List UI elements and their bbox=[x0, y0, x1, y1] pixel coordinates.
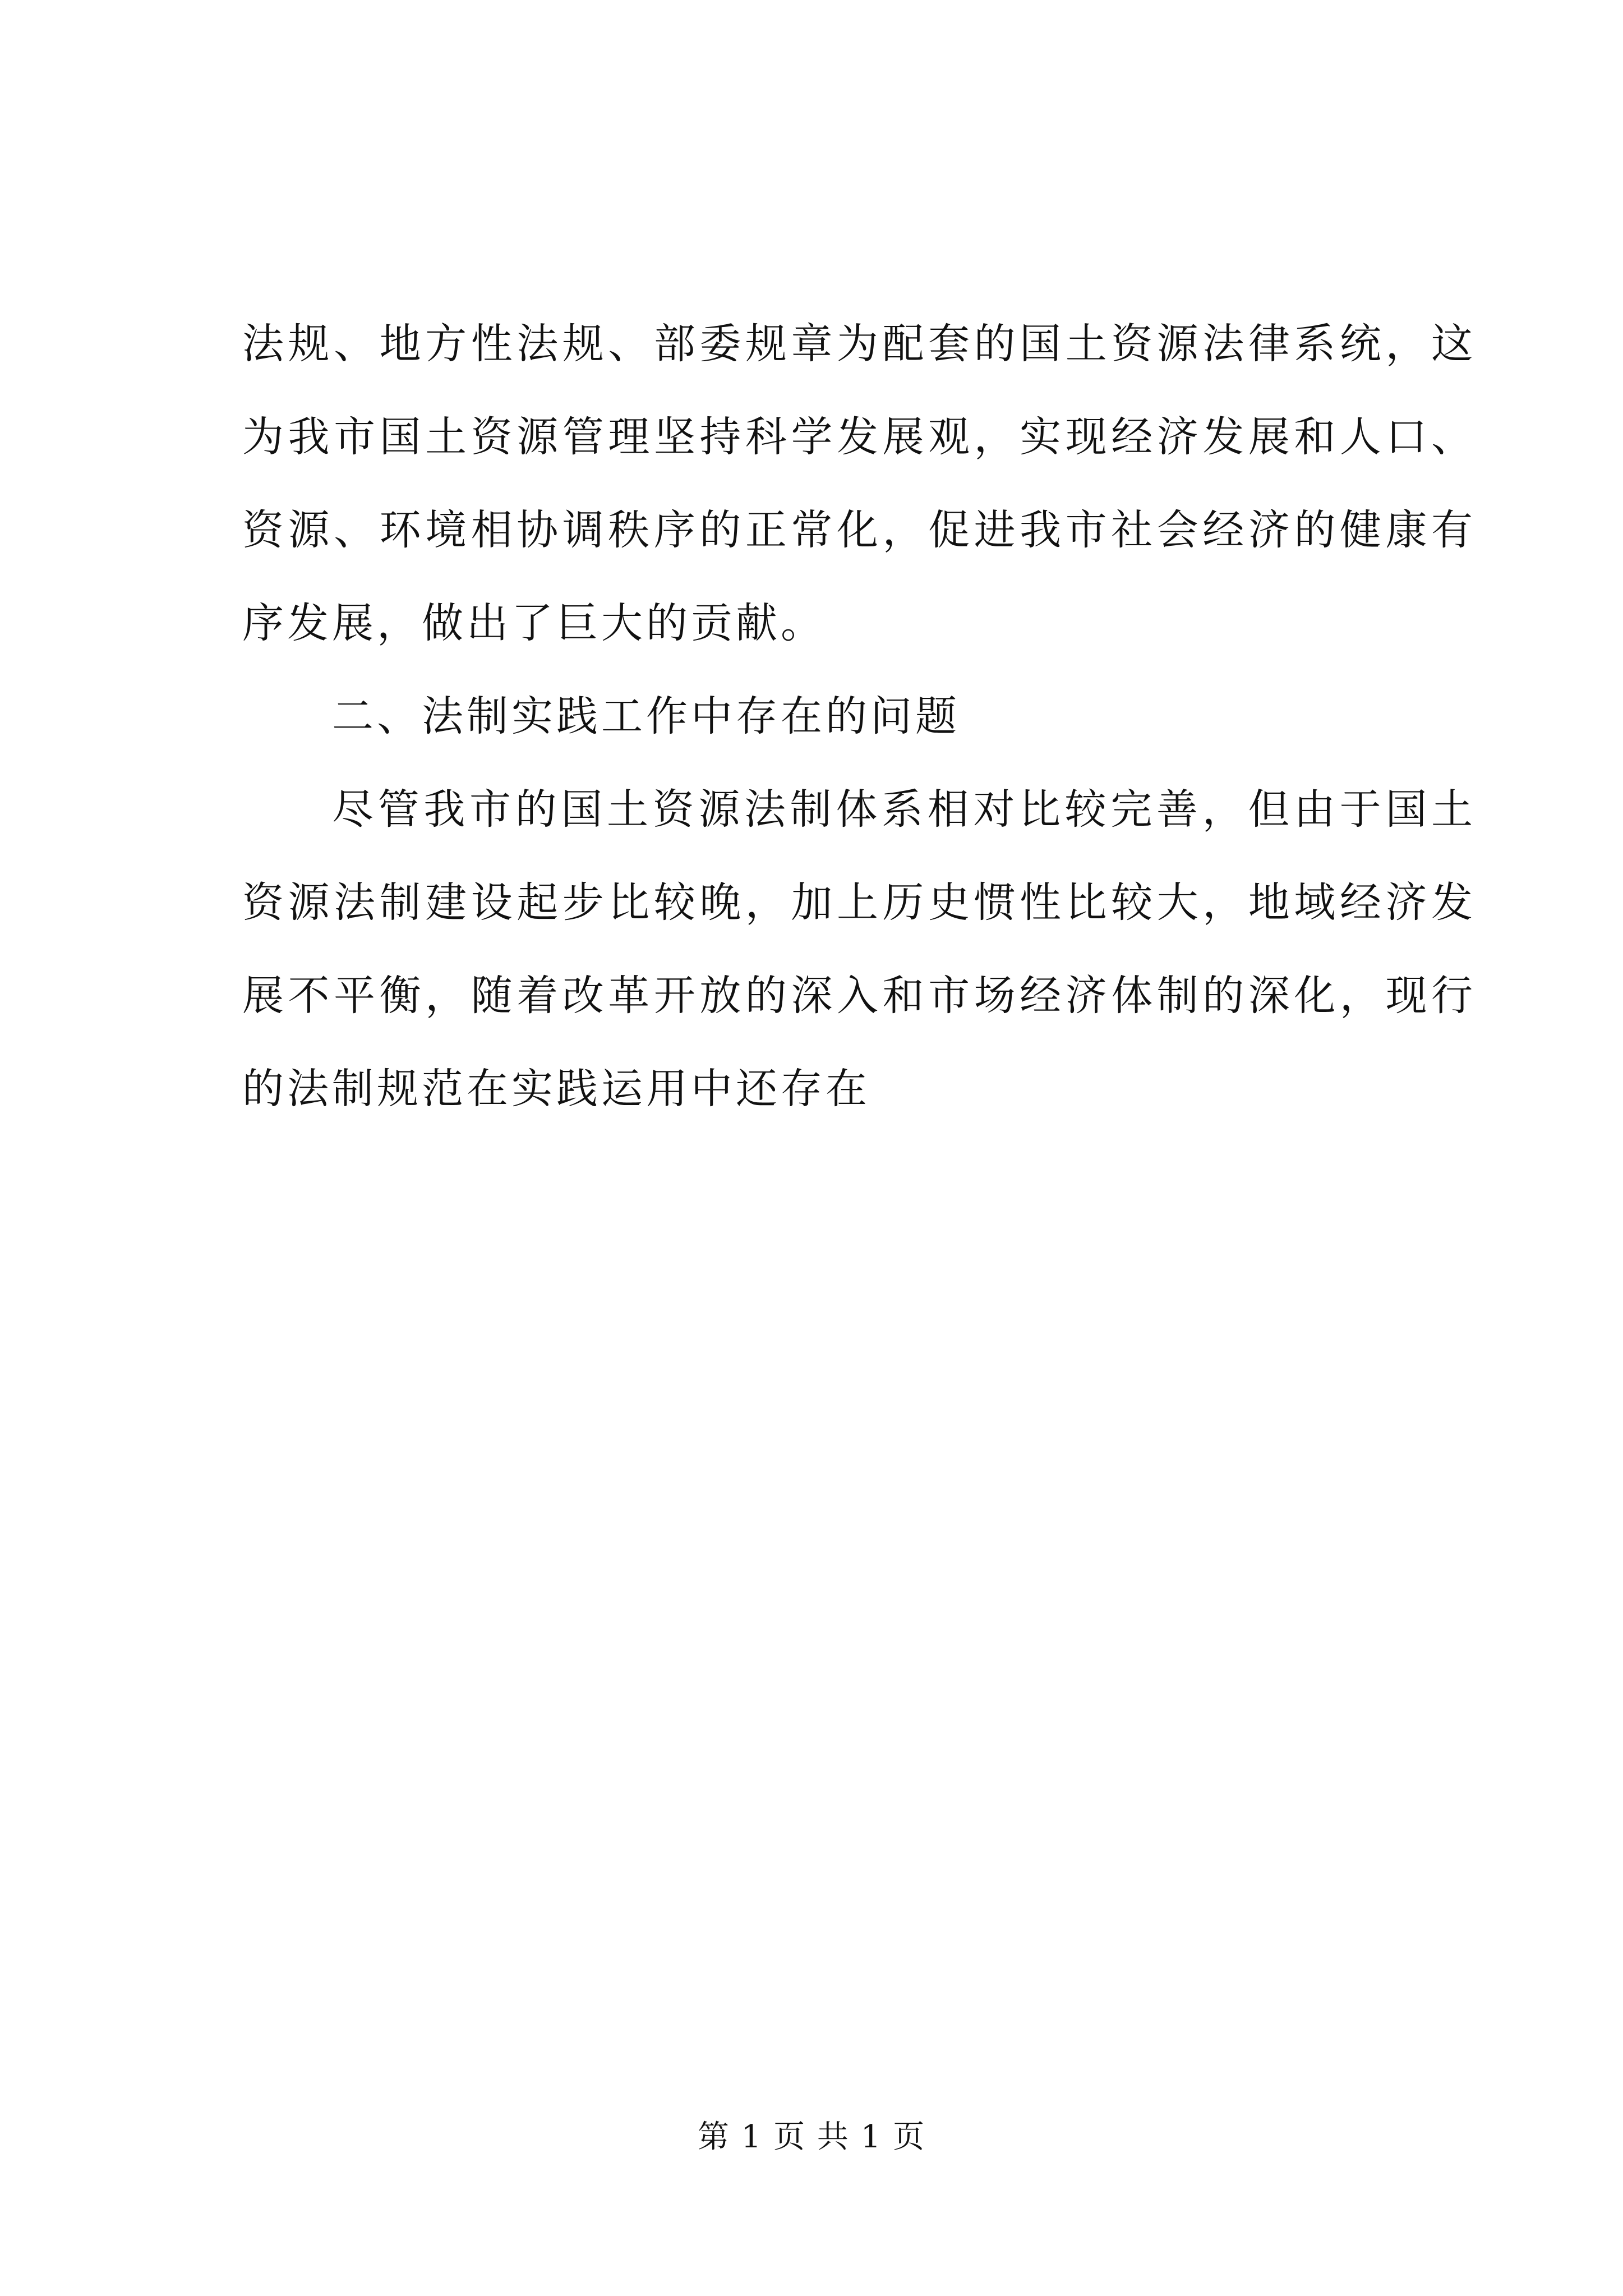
paragraph-continuation: 法规、地方性法规、部委规章为配套的国土资源法律系统，这为我市国土资源管理坚持科学发展观，实现经济发展和人口、资源、环境相协调秩序的正常化，促进我市社会经济的健康有序发展，做出了巨大的贡献。 bbox=[242, 320, 1476, 647]
page-number-footer: 第 1 页 共 1 页 bbox=[697, 2119, 926, 2155]
body-text bbox=[242, 297, 1476, 1135]
section-heading: 二、法制实践工作中存在的问题 bbox=[332, 692, 960, 740]
paragraph: 尽管我市的国土资源法制体系相对比较完善，但由于国土资源法制建设起步比较晚，加上历史惯性比较大，地域经济发展不平衡，随着改革开放的深入和市场经济体制的深化，现行的法制规范在实践运用中还存在 bbox=[242, 785, 1476, 1113]
